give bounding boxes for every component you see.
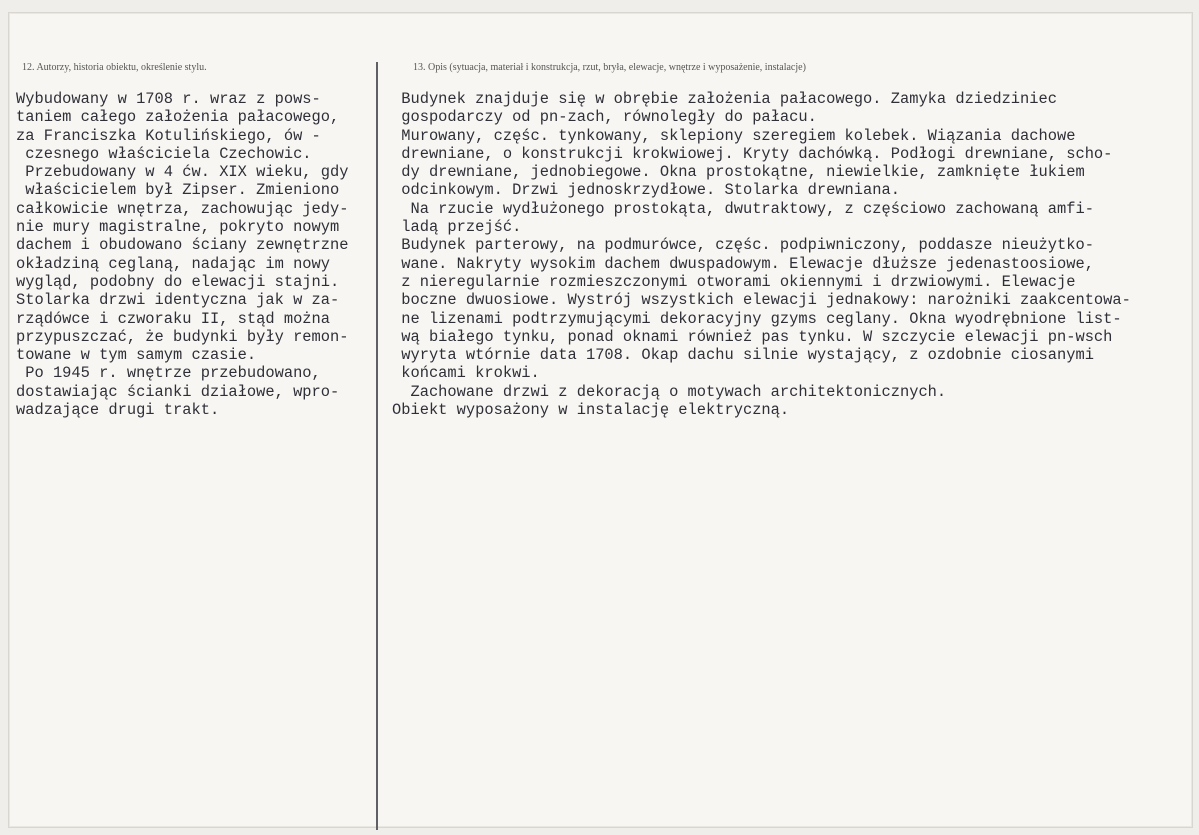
text-line: odcinkowym. Drzwi jednoskrzydłowe. Stolarka drewniana.: [392, 181, 900, 200]
text-line: wadzające drugi trakt.: [16, 401, 220, 420]
text-line: dostawiając ścianki działowe, wpro-: [16, 382, 340, 401]
section-12-heading: 12. Autorzy, historia obiektu, określenie stylu.: [22, 62, 207, 73]
text-line: Na rzucie wydłużonego prostokąta, dwutraktowy, z częściowo zachowaną amfi-: [392, 199, 1094, 218]
text-line: boczne dwuosiowe. Wystrój wszystkich elewacji jednakowy: narożniki zaakcentowa-: [392, 291, 1131, 310]
text-line: wane. Nakryty wysokim dachem dwuspadowym. Elewacje dłuższe jedenastoosiowe,: [392, 254, 1094, 273]
text-line: z nieregularnie rozmieszczonymi otworami okiennymi i drzwiowymi. Elewacje: [392, 272, 1076, 291]
text-line: dy drewniane, jednobiegowe. Okna prostokątne, niewielkie, zamknięte łukiem: [392, 163, 1085, 182]
text-line: ladą przejść.: [392, 218, 522, 237]
text-line: właścicielem był Zipser. Zmieniono: [16, 181, 340, 200]
text-line: za Franciszka Kotulińskiego, ów -: [16, 126, 321, 145]
description-text-column: [392, 90, 1131, 419]
text-line: taniem całego założenia pałacowego,: [16, 108, 340, 127]
text-line: Murowany, częśc. tynkowany, sklepiony szeregiem kolebek. Wiązania dachowe: [392, 126, 1076, 145]
column-divider: [376, 62, 378, 830]
text-line: nie mury magistralne, pokryto nowym: [16, 218, 340, 237]
text-line: Budynek znajduje się w obrębie założenia pałacowego. Zamyka dziedziniec: [392, 90, 1057, 108]
text-line: Zachowane drzwi z dekoracją o motywach architektonicznych.: [392, 382, 947, 401]
text-line: rządówce i czworaku II, stąd można: [16, 309, 331, 328]
text-line: czesnego właściciela Czechowic.: [16, 144, 312, 163]
text-line: okładziną ceglaną, nadając im nowy: [16, 254, 331, 273]
text-line: końcami krokwi.: [392, 364, 540, 383]
text-line: Wybudowany w 1708 r. wraz z pows-: [16, 90, 321, 108]
text-line: drewniane, o konstrukcji krokwiowej. Kryty dachówką. Podłogi drewniane, scho-: [392, 144, 1113, 163]
text-line: Budynek parterowy, na podmurówce, częśc. podpiwniczony, poddasze nieużytko-: [392, 236, 1094, 255]
text-line: wą białego tynku, ponad oknami również pas tynku. W szczycie elewacji pn-wsch: [392, 327, 1113, 346]
text-line: wygląd, podobny do elewacji stajni.: [16, 272, 340, 291]
text-line: Stolarka drzwi identyczna jak w za-: [16, 291, 340, 310]
text-line: Obiekt wyposażony w instalację elektryczną.: [392, 401, 790, 420]
text-line: towane w tym samym czasie.: [16, 346, 257, 365]
text-line: Przebudowany w 4 ćw. XIX wieku, gdy: [16, 163, 349, 182]
text-line: gospodarczy od pn-zach, równoległy do pałacu.: [392, 108, 817, 127]
text-line: Po 1945 r. wnętrze przebudowano,: [16, 364, 321, 383]
history-text-column: [16, 90, 349, 419]
text-line: dachem i obudowano ściany zewnętrzne: [16, 236, 349, 255]
text-line: wyryta wtórnie data 1708. Okap dachu silnie wystający, z ozdobnie ciosanymi: [392, 346, 1094, 365]
text-line: przypuszczać, że budynki były remon-: [16, 327, 349, 346]
section-13-heading: 13. Opis (sytuacja, materiał i konstrukcja, rzut, bryła, elewacje, wnętrze i wyposażenie, instalacje): [413, 62, 806, 73]
text-line: ne lizenami podtrzymującymi dekoracyjny gzyms ceglany. Okna wyodrębnione list-: [392, 309, 1122, 328]
text-line: całkowicie wnętrza, zachowując jedy-: [16, 199, 349, 218]
